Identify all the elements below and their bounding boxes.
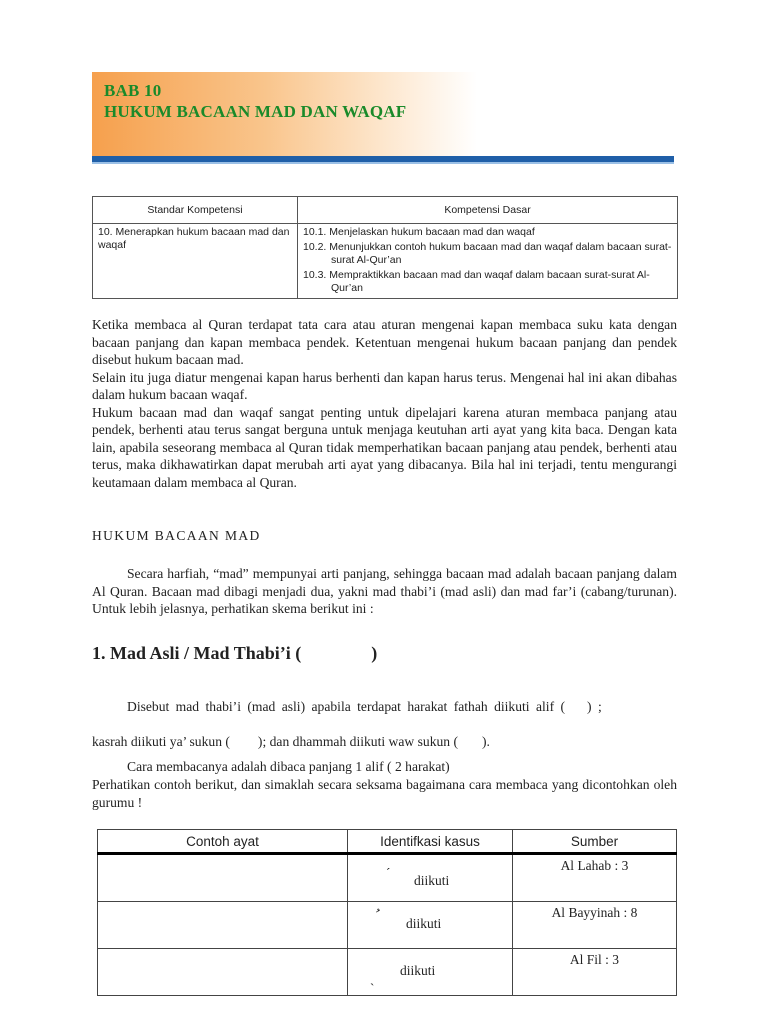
dhammah-mark-icon: ﹸ bbox=[376, 908, 380, 923]
definition-text: kasrah diikuti ya’ sukun ( bbox=[92, 734, 230, 749]
definition-line-1 bbox=[92, 698, 677, 716]
definition-text: ); dan dhammah diikuti waw sukun ( bbox=[257, 734, 459, 749]
reading-rule: Cara membacanya adalah dibaca panjang 1 alif ( 2 harakat) bbox=[127, 759, 450, 774]
subsection-title-start: 1. Mad Asli / Mad Thabi’i ( bbox=[92, 643, 302, 663]
section-intro: Secara harfiah, “mad” mempunyai arti panjang, sehingga bacaan mad adalah bacaan panjang dalam Al Quran. Bacaan mad dibagi menjadi dua, yakni mad thabi’i (mad asli) dan mad far’i (cabang/turunan). Untuk lebih jelasnya, perhatikan skema berikut ini : bbox=[92, 566, 677, 616]
example-verse-cell bbox=[98, 854, 348, 902]
table-row bbox=[98, 902, 677, 949]
definition-text: Disebut mad thabi’i (mad asli) apabila terdapat harakat fathah diikuti alif ( bbox=[127, 699, 566, 714]
standard-competency: 10. Menerapkan hukum bacaan mad dan waqaf bbox=[93, 224, 298, 299]
case-text: diikuti bbox=[400, 963, 436, 978]
fathah-mark-icon: ˊ bbox=[386, 865, 391, 880]
header-divider-light bbox=[92, 162, 674, 164]
col-case-header: Identifkasi kasus bbox=[348, 830, 513, 854]
case-cell bbox=[348, 902, 513, 949]
basic-competencies bbox=[298, 224, 678, 299]
instruction-text: Perhatikan contoh berikut, dan simaklah secara seksama bagaimana cara membaca yang dicontohkan oleh gurumu ! bbox=[92, 777, 677, 810]
table-row bbox=[98, 854, 677, 902]
basic-competency-item: 10.1. Menjelaskan hukum bacaan mad dan waqaf bbox=[303, 226, 535, 238]
chapter-label: BAB 10 bbox=[104, 81, 162, 100]
table-row bbox=[98, 949, 677, 996]
section-heading: HUKUM BACAAN MAD bbox=[92, 528, 261, 543]
col-source-header: Sumber bbox=[513, 830, 677, 854]
competency-table bbox=[92, 196, 678, 299]
col-standard-header: Standar Kompetensi bbox=[93, 197, 298, 224]
basic-competency-item: 10.2. Menunjukkan contoh hukum bacaan mad dan waqaf dalam bacaan surat-surat Al-Qur’an bbox=[303, 241, 672, 266]
col-example-header: Contoh ayat bbox=[98, 830, 348, 854]
example-verse-cell bbox=[98, 902, 348, 949]
case-cell bbox=[348, 949, 513, 996]
definition-text-end: ). bbox=[482, 734, 490, 749]
kasrah-mark-icon: ˏ bbox=[370, 971, 375, 986]
source-cell: Al Fil : 3 bbox=[513, 949, 677, 996]
basic-competency-item: 10.3. Mempraktikkan bacaan mad dan waqaf dalam bacaan surat-surat Al-Qur’an bbox=[303, 269, 650, 294]
case-text: diikuti bbox=[406, 916, 442, 931]
intro-paragraph-1: Ketika membaca al Quran terdapat tata cara atau aturan mengenai kapan membaca suku kata dengan bacaan panjang dan kapan membaca pendek. Ketentuan mengenai hukum bacaan panjang dan pendek disebut hukum bacaan mad. bbox=[92, 317, 677, 367]
case-text: diikuti bbox=[414, 873, 450, 888]
source-cell: Al Lahab : 3 bbox=[513, 854, 677, 902]
col-basic-header: Kompetensi Dasar bbox=[298, 197, 678, 224]
subsection-title-end: ) bbox=[371, 643, 378, 663]
subsection-heading bbox=[92, 643, 377, 664]
example-verse-cell bbox=[98, 949, 348, 996]
intro-paragraph-3: Hukum bacaan mad dan waqaf sangat penting untuk dipelajari karena aturan membaca panjang atau pendek, berhenti atau terus sangat berguna untuk menjaga keutuhan arti ayat yang kita baca. Dengan kata lain, apabila seseorang membaca al Quran tidak memperhatikan bacaan panjang atau pendek, berhenti atau terus, maka dikhawatirkan dapat merubah arti ayat yang dibacanya. Bila hal ini terjadi, tentu mengurangi keutamaan dalam membaca al Quran. bbox=[92, 404, 677, 490]
definition-text-end: ) ; bbox=[587, 699, 602, 714]
example-table bbox=[97, 829, 677, 996]
definition-line-2 bbox=[92, 733, 677, 751]
intro-text bbox=[92, 316, 677, 491]
intro-paragraph-2: Selain itu juga diatur mengenai kapan harus berhenti dan kapan harus terus. Mengenai hal ini akan dibahas dalam hukum bacaan waqaf. bbox=[92, 369, 677, 402]
source-cell: Al Bayyinah : 8 bbox=[513, 902, 677, 949]
case-cell bbox=[348, 854, 513, 902]
chapter-title: HUKUM BACAAN MAD DAN WAQAF bbox=[104, 102, 407, 121]
